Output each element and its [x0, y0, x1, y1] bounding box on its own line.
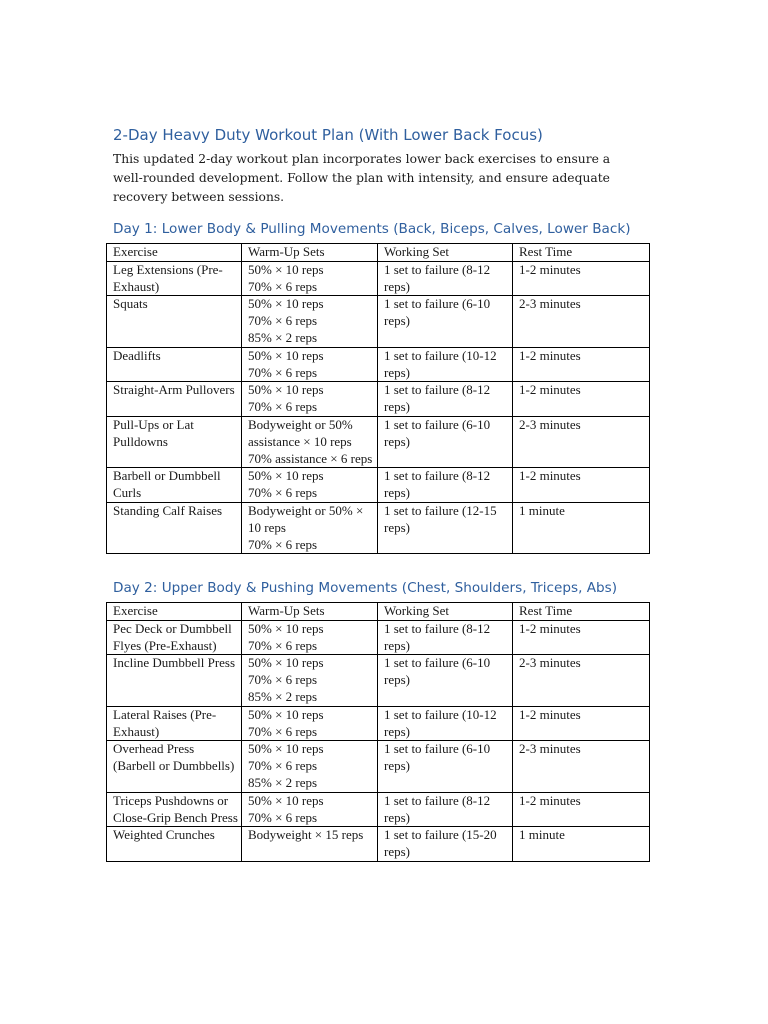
working-set-cell: 1 set to failure (6-10 reps) — [378, 296, 513, 347]
working-set-cell: 1 set to failure (6-10 reps) — [378, 741, 513, 792]
table-row — [107, 382, 650, 417]
warmup-cell: 50% × 10 reps 70% × 6 reps 85% × 2 reps — [242, 741, 378, 792]
column-header-rest-time: Rest Time — [513, 603, 650, 621]
day2-table — [106, 602, 650, 862]
warmup-cell: 50% × 10 reps 70% × 6 reps — [242, 382, 378, 417]
table-row — [107, 620, 650, 655]
rest-time-cell: 2-3 minutes — [513, 296, 650, 347]
working-set-cell: 1 set to failure (12-15 reps) — [378, 502, 513, 553]
rest-time-cell: 1-2 minutes — [513, 620, 650, 655]
rest-time-cell: 1-2 minutes — [513, 382, 650, 417]
table-row — [107, 741, 650, 792]
working-set-cell: 1 set to failure (8-12 reps) — [378, 468, 513, 503]
rest-time-cell: 1 minute — [513, 502, 650, 553]
warmup-cell: 50% × 10 reps 70% × 6 reps — [242, 261, 378, 296]
day1-heading: Day 1: Lower Body & Pulling Movements (Back, Biceps, Calves, Lower Back) — [113, 221, 631, 237]
working-set-cell: 1 set to failure (8-12 reps) — [378, 382, 513, 417]
exercise-cell: Standing Calf Raises — [107, 502, 242, 553]
table-row — [107, 468, 650, 503]
warmup-cell: Bodyweight × 15 reps — [242, 827, 378, 862]
document-title: 2-Day Heavy Duty Workout Plan (With Lower Back Focus) — [113, 126, 543, 144]
warmup-cell: Bodyweight or 50% assistance × 10 reps 70% assistance × 6 reps — [242, 416, 378, 467]
rest-time-cell: 2-3 minutes — [513, 655, 650, 706]
warmup-cell: 50% × 10 reps 70% × 6 reps 85% × 2 reps — [242, 655, 378, 706]
exercise-cell: Pec Deck or Dumbbell Flyes (Pre-Exhaust) — [107, 620, 242, 655]
table-row — [107, 416, 650, 467]
warmup-cell: 50% × 10 reps 70% × 6 reps — [242, 706, 378, 741]
warmup-cell: 50% × 10 reps 70% × 6 reps 85% × 2 reps — [242, 296, 378, 347]
warmup-cell: 50% × 10 reps 70% × 6 reps — [242, 468, 378, 503]
column-header-warmup: Warm-Up Sets — [242, 244, 378, 262]
intro-paragraph: This updated 2-day workout plan incorporates lower back exercises to ensure a well-rounded development. Follow the plan with intensity, and ensure adequate recovery between sessions. — [113, 152, 611, 204]
exercise-cell: Lateral Raises (Pre-Exhaust) — [107, 706, 242, 741]
exercise-cell: Leg Extensions (Pre-Exhaust) — [107, 261, 242, 296]
table-row — [107, 655, 650, 706]
exercise-cell: Squats — [107, 296, 242, 347]
column-header-working-set: Working Set — [378, 244, 513, 262]
rest-time-cell: 1-2 minutes — [513, 468, 650, 503]
exercise-cell: Barbell or Dumbbell Curls — [107, 468, 242, 503]
table-header-row — [107, 244, 650, 262]
exercise-cell: Overhead Press (Barbell or Dumbbells) — [107, 741, 242, 792]
column-header-exercise: Exercise — [107, 603, 242, 621]
rest-time-cell: 1-2 minutes — [513, 347, 650, 382]
table-row — [107, 296, 650, 347]
table-header-row — [107, 603, 650, 621]
warmup-cell: Bodyweight or 50% × 10 reps 70% × 6 reps — [242, 502, 378, 553]
rest-time-cell: 1 minute — [513, 827, 650, 862]
table-row — [107, 261, 650, 296]
table-row — [107, 347, 650, 382]
warmup-cell: 50% × 10 reps 70% × 6 reps — [242, 792, 378, 827]
rest-time-cell: 1-2 minutes — [513, 261, 650, 296]
day1-table — [106, 243, 650, 554]
column-header-working-set: Working Set — [378, 603, 513, 621]
working-set-cell: 1 set to failure (8-12 reps) — [378, 792, 513, 827]
table-row — [107, 792, 650, 827]
exercise-cell: Weighted Crunches — [107, 827, 242, 862]
column-header-rest-time: Rest Time — [513, 244, 650, 262]
working-set-cell: 1 set to failure (8-12 reps) — [378, 620, 513, 655]
rest-time-cell: 2-3 minutes — [513, 416, 650, 467]
working-set-cell: 1 set to failure (10-12 reps) — [378, 706, 513, 741]
warmup-cell: 50% × 10 reps 70% × 6 reps — [242, 620, 378, 655]
exercise-cell: Triceps Pushdowns or Close-Grip Bench Press — [107, 792, 242, 827]
column-header-warmup: Warm-Up Sets — [242, 603, 378, 621]
rest-time-cell: 2-3 minutes — [513, 741, 650, 792]
rest-time-cell: 1-2 minutes — [513, 706, 650, 741]
warmup-cell: 50% × 10 reps 70% × 6 reps — [242, 347, 378, 382]
table-row — [107, 502, 650, 553]
exercise-cell: Straight-Arm Pullovers — [107, 382, 242, 417]
exercise-cell: Incline Dumbbell Press — [107, 655, 242, 706]
rest-time-cell: 1-2 minutes — [513, 792, 650, 827]
table-row — [107, 827, 650, 862]
exercise-cell: Deadlifts — [107, 347, 242, 382]
exercise-cell: Pull-Ups or Lat Pulldowns — [107, 416, 242, 467]
working-set-cell: 1 set to failure (10-12 reps) — [378, 347, 513, 382]
working-set-cell: 1 set to failure (8-12 reps) — [378, 261, 513, 296]
working-set-cell: 1 set to failure (6-10 reps) — [378, 416, 513, 467]
day2-heading: Day 2: Upper Body & Pushing Movements (Chest, Shoulders, Triceps, Abs) — [113, 580, 618, 596]
table-row — [107, 706, 650, 741]
working-set-cell: 1 set to failure (6-10 reps) — [378, 655, 513, 706]
column-header-exercise: Exercise — [107, 244, 242, 262]
working-set-cell: 1 set to failure (15-20 reps) — [378, 827, 513, 862]
